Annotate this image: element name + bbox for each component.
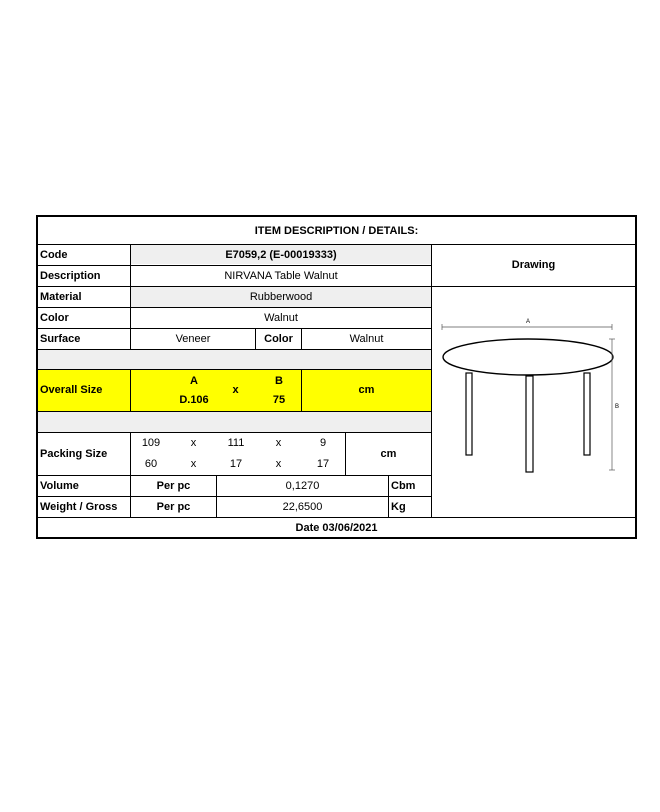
packing-r2-b: 17 bbox=[229, 458, 243, 470]
overall-unit: cm bbox=[358, 384, 375, 396]
overall-size-label: Overall Size bbox=[40, 384, 103, 396]
packing-r1-x1: x bbox=[190, 437, 197, 449]
surface-color-value: Walnut bbox=[349, 332, 384, 345]
surface-value: Veneer bbox=[175, 332, 211, 345]
weight-unit: Kg bbox=[391, 500, 406, 513]
packing-r2-a: 60 bbox=[144, 458, 158, 470]
packing-r1-b: 111 bbox=[227, 437, 245, 449]
overall-x: x bbox=[232, 384, 239, 396]
packing-r1-a: 109 bbox=[141, 437, 161, 449]
description-value: NIRVANA Table Walnut bbox=[224, 269, 338, 282]
surface-color-label: Color bbox=[264, 332, 293, 345]
sheet-title: ITEM DESCRIPTION / DETAILS: bbox=[254, 224, 419, 237]
item-details-sheet bbox=[36, 215, 637, 539]
weight-value: 22,6500 bbox=[282, 500, 323, 513]
packing-r2-x2: x bbox=[275, 458, 282, 470]
overall-b-label: B bbox=[275, 375, 283, 387]
spacer-shade-1 bbox=[38, 349, 431, 369]
packing-r1-c: 9 bbox=[319, 437, 327, 449]
overall-a-value: D.106 bbox=[179, 394, 209, 406]
drawing-dim-a: A bbox=[525, 319, 530, 325]
surface-label: Surface bbox=[40, 332, 81, 345]
weight-per: Per pc bbox=[156, 500, 191, 513]
volume-per: Per pc bbox=[156, 479, 191, 492]
code-label: Code bbox=[40, 248, 68, 261]
overall-a-label: A bbox=[190, 375, 198, 387]
packing-unit: cm bbox=[380, 447, 397, 460]
weight-label: Weight / Gross bbox=[40, 500, 118, 513]
color-value: Walnut bbox=[264, 311, 298, 324]
packing-size-label: Packing Size bbox=[40, 447, 108, 460]
color-label: Color bbox=[40, 311, 69, 324]
material-label: Material bbox=[40, 290, 82, 303]
date-footer: Date 03/06/2021 bbox=[295, 521, 378, 534]
code-value: E7059,2 (E-00019333) bbox=[225, 248, 337, 261]
volume-unit: Cbm bbox=[391, 479, 416, 492]
packing-r1-x2: x bbox=[275, 437, 282, 449]
description-label: Description bbox=[40, 269, 101, 282]
material-value: Rubberwood bbox=[249, 290, 313, 303]
volume-value: 0,1270 bbox=[285, 479, 320, 492]
packing-r2-x1: x bbox=[190, 458, 197, 470]
drawing-dim-b: B bbox=[614, 404, 619, 410]
packing-r2-c: 17 bbox=[316, 458, 330, 470]
spacer-shade-2 bbox=[38, 411, 431, 432]
overall-b-value: 75 bbox=[272, 394, 286, 406]
volume-label: Volume bbox=[40, 479, 79, 492]
drawing-label: Drawing bbox=[511, 259, 556, 271]
